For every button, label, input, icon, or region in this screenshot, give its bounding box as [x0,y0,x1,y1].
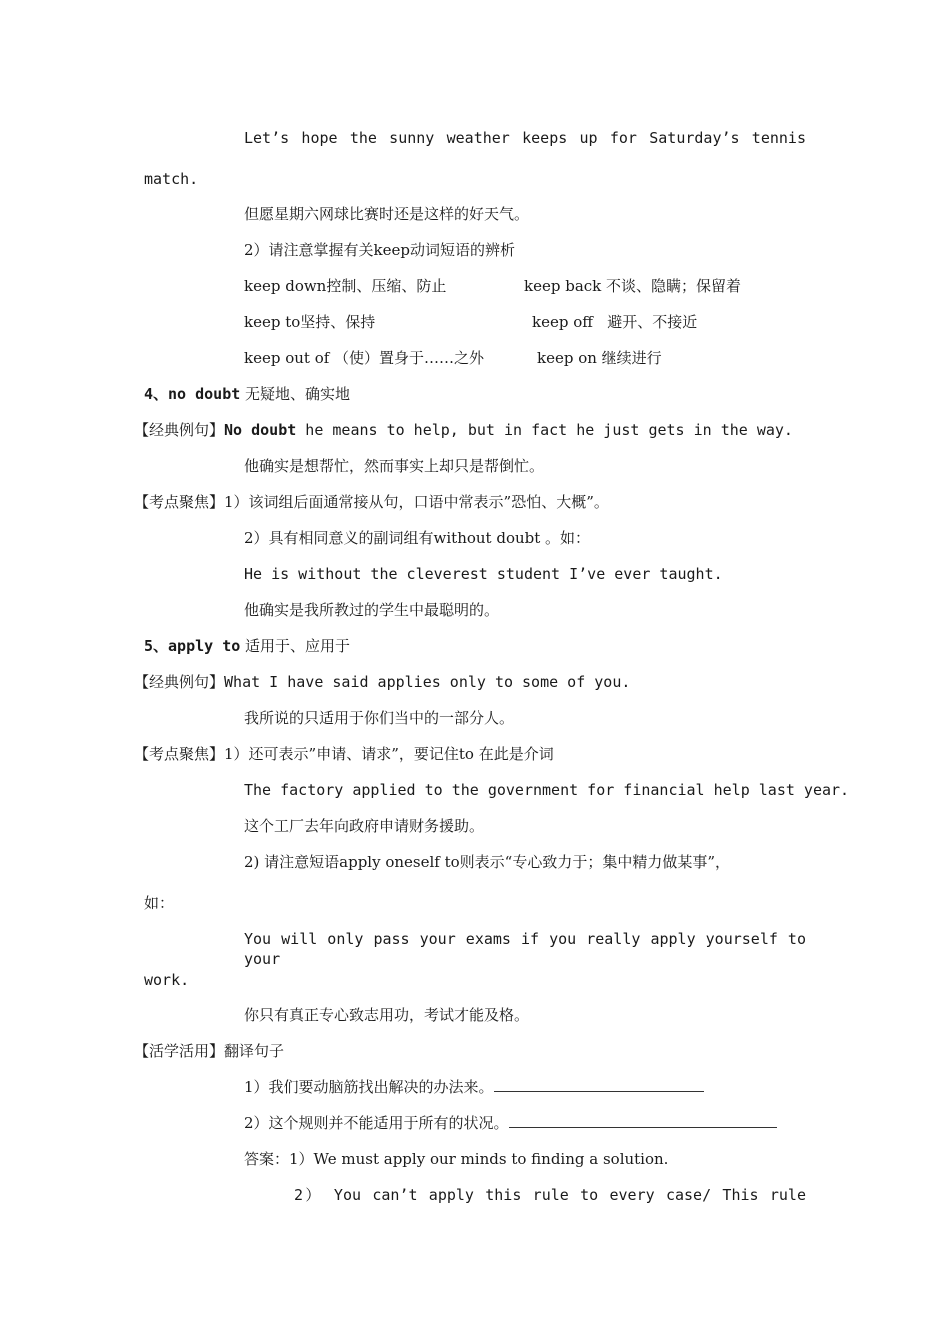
key-phrase: No doubt [224,421,297,439]
example-translation: 他确实是我所教过的学生中最聪明的。 [244,601,500,619]
phrase-keep-off: keep off 避开、不接近 [532,313,698,331]
classic-example [134,672,630,692]
tag-classic-example: 【经典例句】 [134,421,225,439]
example-sentence-en: Let’s hope the sunny weather keeps up for Saturday’s tennis [244,129,806,147]
practice-instruction: 翻译句子 [224,1042,285,1060]
tag-practice: 【活学活用】 [134,1042,225,1060]
section-heading-label: 4、no doubt [144,385,241,403]
exercise-prompt: 2）这个规则并不能适用于所有的状况。 [244,1114,509,1132]
tag-key-point: 【考点聚焦】 [134,493,225,511]
section-heading-meaning: 无疑地、确实地 [240,385,351,403]
example-text: What I have said applies only to some of you. [224,673,631,691]
answer-line: 2） You can’t apply this rule to every case/ This rule [294,1186,806,1204]
example-sentence-en: He is without the cleverest student I’ve ever taught. [244,565,723,583]
example-sentence-en: The factory applied to the government for financial help last year. [244,781,850,799]
section-heading-label: 5、apply to [144,637,241,655]
tag-key-point: 【考点聚焦】 [134,745,225,763]
exercise-item [244,1077,704,1097]
example-translation: 你只有真正专心致志用功，考试才能及格。 [244,1006,530,1024]
phrase-keep-on: keep on 继续进行 [537,349,662,367]
example-translation: 他确实是想帮忙，然而事实上却只是帮倒忙。 [244,457,545,475]
section-heading-apply-to [144,636,350,656]
note-point-cont: 如： [144,894,175,912]
phrase-keep-out-of: keep out of （使）置身于……之外 [244,349,485,367]
phrase-keep-back: keep back 不谈、隐瞒；保留着 [524,277,742,295]
classic-example [134,420,793,440]
section-heading-meaning: 适用于、应用于 [240,637,351,655]
phrase-keep-down: keep down控制、压缩、防止 [244,277,447,295]
example-sentence-en-cont: match. [144,170,199,188]
example-sentence-en: You will only pass your exams if you really apply yourself to your [244,930,806,968]
section-heading-no-doubt [144,384,350,404]
key-point-text: 1）还可表示”申请、请求”，要记住to 在此是介词 [224,745,554,763]
example-sentence-en-cont: work. [144,971,190,989]
phrase-keep-to: keep to坚持、保持 [244,313,376,331]
note-point: 2）请注意掌握有关keep动词短语的辨析 [244,241,515,259]
practice-section [134,1041,284,1061]
key-point-text: 1）该词组后面通常接从句，口语中常表示”恐怕、大概”。 [224,493,609,511]
exercise-item [244,1113,777,1133]
note-point: 2) 请注意短语apply oneself to则表示“专心致力于；集中精力做某事”， [244,853,731,871]
note-point: 2）具有相同意义的副词组有without doubt 。如： [244,529,591,547]
answer-line: 答案：1）We must apply our minds to finding a solution. [244,1150,669,1168]
answer-blank[interactable] [494,1077,704,1092]
example-translation: 这个工厂去年向政府申请财务援助。 [244,817,485,835]
tag-classic-example: 【经典例句】 [134,673,225,691]
example-translation: 我所说的只适用于你们当中的一部分人。 [244,709,515,727]
answer-blank[interactable] [509,1113,777,1128]
example-text: he means to help, but in fact he just gets in the way. [296,421,793,439]
exercise-prompt: 1）我们要动脑筋找出解决的办法来。 [244,1078,494,1096]
example-translation: 但愿星期六网球比赛时还是这样的好天气。 [244,205,530,223]
key-point-focus [134,492,609,512]
key-point-focus [134,744,554,764]
